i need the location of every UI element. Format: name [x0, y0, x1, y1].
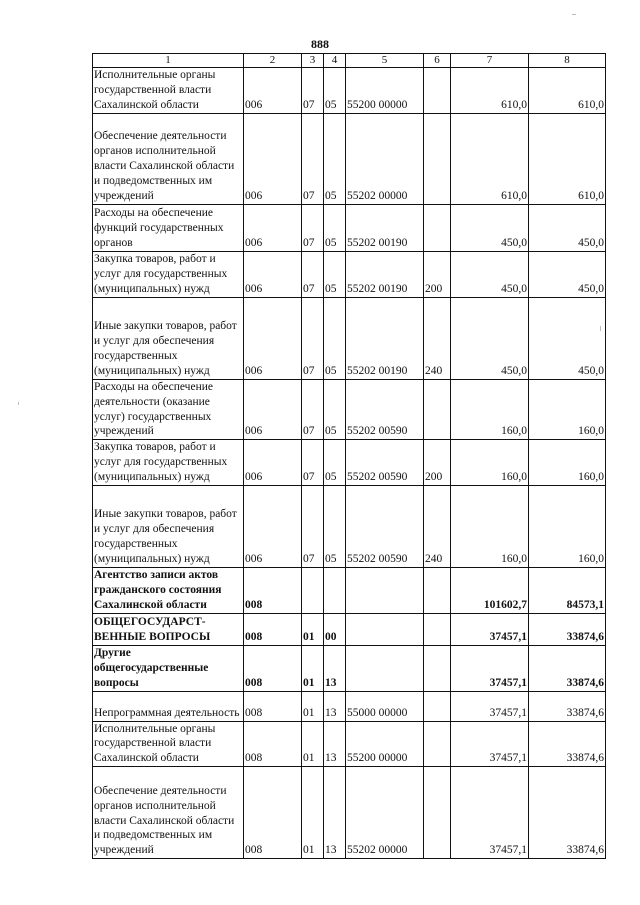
expense-type-cell: [424, 205, 451, 252]
table-body: [93, 54, 606, 859]
table-row: [93, 645, 606, 691]
amount-2021-cell: 37457,1: [451, 767, 529, 859]
scan-mark: [18, 402, 19, 405]
subsection-cell: [324, 568, 346, 614]
expense-type-cell: [424, 691, 451, 721]
section-cell: 07: [302, 205, 324, 252]
section-cell: 07: [302, 440, 324, 486]
expense-type-cell: 200: [424, 252, 451, 298]
row-name-cell: Другие общегосударственные вопросы: [93, 645, 244, 691]
subsection-cell: 13: [324, 691, 346, 721]
amount-2022-cell: 610,0: [529, 68, 606, 114]
amount-2022-cell: 33874,6: [529, 645, 606, 691]
subsection-cell: 05: [324, 114, 346, 205]
section-cell: [302, 568, 324, 614]
target-article-cell: 55200 00000: [346, 721, 424, 767]
column-header: 8: [529, 54, 606, 68]
row-name-cell: Исполнительные органы государственной власти Сахалинской области: [93, 68, 244, 114]
row-name-cell: ОБЩЕГОСУДАРСТ-ВЕННЫЕ ВОПРОСЫ: [93, 613, 244, 645]
target-article-cell: 55202 00000: [346, 767, 424, 859]
subsection-cell: 00: [324, 613, 346, 645]
subsection-cell: 13: [324, 767, 346, 859]
row-name-cell: Расходы на обеспечение деятельности (оказание услуг) государственных учреждений: [93, 379, 244, 440]
row-name-cell: Агентство записи актов гражданского состояния Сахалинской области: [93, 568, 244, 614]
department-code-cell: 006: [244, 379, 302, 440]
department-code-cell: 008: [244, 721, 302, 767]
target-article-cell: 55202 00000: [346, 114, 424, 205]
amount-2022-cell: 33874,6: [529, 767, 606, 859]
column-header: 7: [451, 54, 529, 68]
table-row: [93, 613, 606, 645]
section-cell: 07: [302, 68, 324, 114]
department-code-cell: 006: [244, 114, 302, 205]
table-row: [93, 252, 606, 298]
row-name-cell: Обеспечение деятельности органов исполнительной власти Сахалинской области и подведомственных им учреждений: [93, 767, 244, 859]
department-code-cell: 008: [244, 613, 302, 645]
row-name-cell: Исполнительные органы государственной власти Сахалинской области: [93, 721, 244, 767]
amount-2022-cell: 84573,1: [529, 568, 606, 614]
section-cell: 07: [302, 297, 324, 379]
expense-type-cell: [424, 721, 451, 767]
row-name-cell: Закупка товаров, работ и услуг для государственных (муниципальных) нужд: [93, 440, 244, 486]
scan-mark: [572, 14, 576, 15]
subsection-cell: 05: [324, 205, 346, 252]
amount-2021-cell: 160,0: [451, 379, 529, 440]
amount-2022-cell: 450,0: [529, 205, 606, 252]
budget-table: [92, 53, 606, 859]
table-row: [93, 721, 606, 767]
section-cell: 01: [302, 645, 324, 691]
table-row: [93, 205, 606, 252]
subsection-cell: 05: [324, 486, 346, 568]
amount-2022-cell: 450,0: [529, 297, 606, 379]
expense-type-cell: 200: [424, 440, 451, 486]
amount-2022-cell: 160,0: [529, 486, 606, 568]
amount-2021-cell: 610,0: [451, 68, 529, 114]
section-cell: 07: [302, 379, 324, 440]
section-cell: 07: [302, 114, 324, 205]
target-article-cell: [346, 645, 424, 691]
amount-2021-cell: 160,0: [451, 486, 529, 568]
amount-2022-cell: 160,0: [529, 440, 606, 486]
amount-2021-cell: 37457,1: [451, 691, 529, 721]
expense-type-cell: [424, 568, 451, 614]
subsection-cell: 13: [324, 645, 346, 691]
amount-2021-cell: 37457,1: [451, 721, 529, 767]
target-article-cell: 55202 00590: [346, 440, 424, 486]
target-article-cell: 55200 00000: [346, 68, 424, 114]
column-header: 4: [324, 54, 346, 68]
amount-2021-cell: 37457,1: [451, 645, 529, 691]
target-article-cell: 55202 00190: [346, 297, 424, 379]
row-name-cell: Непрограммная деятельность: [93, 691, 244, 721]
department-code-cell: 006: [244, 205, 302, 252]
table-row: [93, 379, 606, 440]
row-name-cell: Обеспечение деятельности органов исполнительной власти Сахалинской области и подведомственных им учреждений: [93, 114, 244, 205]
table-row: [93, 691, 606, 721]
expense-type-cell: [424, 379, 451, 440]
subsection-cell: 05: [324, 68, 346, 114]
amount-2021-cell: 450,0: [451, 297, 529, 379]
column-header: 6: [424, 54, 451, 68]
column-header: 1: [93, 54, 244, 68]
department-code-cell: 008: [244, 767, 302, 859]
table-row: [93, 440, 606, 486]
expense-type-cell: 240: [424, 486, 451, 568]
table-header-row: [93, 54, 606, 68]
amount-2022-cell: 450,0: [529, 252, 606, 298]
row-name-cell: Иные закупки товаров, работ и услуг для обеспечения государственных (муниципальных) нужд: [93, 486, 244, 568]
row-name-cell: Иные закупки товаров, работ и услуг для обеспечения государственных (муниципальных) нужд: [93, 297, 244, 379]
target-article-cell: 55202 00190: [346, 205, 424, 252]
department-code-cell: 006: [244, 252, 302, 298]
subsection-cell: 05: [324, 379, 346, 440]
expense-type-cell: [424, 767, 451, 859]
amount-2022-cell: 33874,6: [529, 721, 606, 767]
row-name-cell: Закупка товаров, работ и услуг для государственных (муниципальных) нужд: [93, 252, 244, 298]
expense-type-cell: [424, 645, 451, 691]
target-article-cell: 55000 00000: [346, 691, 424, 721]
amount-2021-cell: 610,0: [451, 114, 529, 205]
expense-type-cell: [424, 114, 451, 205]
department-code-cell: 008: [244, 645, 302, 691]
department-code-cell: 006: [244, 68, 302, 114]
department-code-cell: 006: [244, 486, 302, 568]
target-article-cell: [346, 613, 424, 645]
amount-2021-cell: 450,0: [451, 252, 529, 298]
section-cell: 01: [302, 613, 324, 645]
target-article-cell: [346, 568, 424, 614]
expense-type-cell: [424, 68, 451, 114]
subsection-cell: 13: [324, 721, 346, 767]
amount-2021-cell: 101602,7: [451, 568, 529, 614]
department-code-cell: 008: [244, 568, 302, 614]
table-row: [93, 486, 606, 568]
target-article-cell: 55202 00590: [346, 379, 424, 440]
expense-type-cell: [424, 613, 451, 645]
section-cell: 01: [302, 767, 324, 859]
section-cell: 01: [302, 721, 324, 767]
department-code-cell: 006: [244, 297, 302, 379]
amount-2022-cell: 160,0: [529, 379, 606, 440]
amount-2021-cell: 37457,1: [451, 613, 529, 645]
table-row: [93, 568, 606, 614]
page-number: 888: [311, 37, 329, 51]
subsection-cell: 05: [324, 252, 346, 298]
amount-2022-cell: 610,0: [529, 114, 606, 205]
scan-mark: [600, 326, 601, 331]
column-header: 5: [346, 54, 424, 68]
table-row: [93, 767, 606, 859]
table-row: [93, 297, 606, 379]
table-row: [93, 114, 606, 205]
table-row: [93, 68, 606, 114]
expense-type-cell: 240: [424, 297, 451, 379]
column-header: 3: [302, 54, 324, 68]
subsection-cell: 05: [324, 440, 346, 486]
amount-2021-cell: 160,0: [451, 440, 529, 486]
section-cell: 07: [302, 486, 324, 568]
target-article-cell: 55202 00190: [346, 252, 424, 298]
department-code-cell: 008: [244, 691, 302, 721]
amount-2022-cell: 33874,6: [529, 613, 606, 645]
section-cell: 01: [302, 691, 324, 721]
amount-2022-cell: 33874,6: [529, 691, 606, 721]
row-name-cell: Расходы на обеспечение функций государственных органов: [93, 205, 244, 252]
target-article-cell: 55202 00590: [346, 486, 424, 568]
department-code-cell: 006: [244, 440, 302, 486]
subsection-cell: 05: [324, 297, 346, 379]
column-header: 2: [244, 54, 302, 68]
amount-2021-cell: 450,0: [451, 205, 529, 252]
section-cell: 07: [302, 252, 324, 298]
